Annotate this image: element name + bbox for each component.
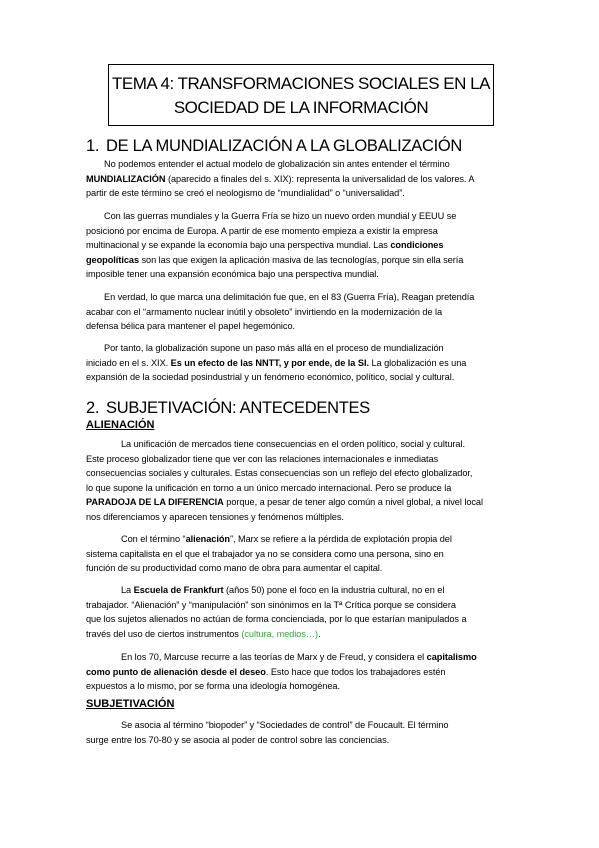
bold-text: Es un efecto de las NNTT, y por ende, de la SI. <box>170 357 369 368</box>
bold-text: capitalismo <box>426 652 477 662</box>
plain-text: La <box>121 585 134 595</box>
section-2-number: 2. <box>86 399 100 417</box>
text-line <box>121 533 452 545</box>
highlight-text: (cultura, medios…) <box>241 628 319 639</box>
title-line-1: TEMA 4: TRANSFORMACIONES SOCIALES EN LA <box>112 74 490 93</box>
plain-text: través del uso de ciertos instrumentos <box>86 628 242 639</box>
plain-text: son las que exigen la aplicación masiva de las tecnologías, porque sin ella sería <box>139 254 464 265</box>
section-1-title: DE LA MUNDIALIZACIÓN A LA GLOBALIZACIÓN <box>106 137 462 155</box>
text-line <box>86 173 475 185</box>
text-line <box>86 254 463 266</box>
text-line <box>86 628 321 640</box>
text-line: defensa bélica para mantener el papel hegemónico. <box>86 321 296 331</box>
section-1-heading <box>86 136 462 156</box>
section-2-title: SUBJETIVACIÓN: ANTECEDENTES <box>106 399 370 417</box>
section-1-number: 1. <box>86 137 100 155</box>
text-line: lo que supone la unificación en torno a un único mercado internacional. Pero se produce la <box>86 482 452 493</box>
text-line: Con las guerras mundiales y la Guerra Fría se hizo un nuevo orden mundial y EEUU se <box>104 211 457 221</box>
text-line: nos diferenciamos y aparecen tensiones y fenómenos múltiples. <box>86 511 344 522</box>
plain-text: En los 70, Marcuse recurre a las teorías de Marx y de Freud, y considera el <box>121 652 427 662</box>
plain-text: La globalización es una <box>368 357 467 368</box>
bold-text: alienación <box>185 534 230 544</box>
plain-text: . Esto hace que todos los trabajadores estén <box>265 666 446 677</box>
plain-text: iniciado en el s. XIX. <box>86 357 171 368</box>
text-line: sistema capitalista en el que el trabajador ya no se considera como una persona, sino en <box>86 548 444 559</box>
bold-text: Escuela de Frankfurt <box>133 585 224 595</box>
text-line: acabar con el “armamento nuclear inútil y obsoleto” invirtiendo en la modernización de la <box>86 306 443 317</box>
text-line: Este proceso globalizador tiene que ver con las relaciones internacionales e inmediatas <box>86 453 439 464</box>
text-line: No podemos entender el actual modelo de globalización sin antes entender el término <box>104 159 450 169</box>
text-line: En verdad, lo que marca una delimitación fue que, en el 83 (Guerra Fría), Reagan pretendía <box>104 292 475 302</box>
text-line <box>86 666 445 678</box>
text-line: consecuencias sociales y culturales. Estas consecuencias son un reflejo del efecto globalizador, <box>86 468 473 478</box>
plain-text: (años 50) pone el foco en la industria cultural, no en el <box>223 585 445 595</box>
plain-text: . <box>318 628 321 639</box>
text-line <box>121 651 477 663</box>
text-line: expuestos a lo mismo, por se forma una ideología homogénea. <box>86 681 340 691</box>
text-line: La unificación de mercados tiene consecuencias en el orden político, social y cultural. <box>121 439 465 449</box>
plain-text: porque, a pesar de tener algo común a nivel global, a nivel local <box>223 497 483 507</box>
bold-text: PARADOJA DE LA DIFERENCIA <box>86 497 224 507</box>
plain-text: ”, Marx se refiere a la pérdida de explotación propia del <box>230 534 452 544</box>
text-line: imposible tener una expansión económica bajo una perspectiva mundial. <box>86 269 379 279</box>
plain-text: (aparecido a finales del s. XIX): representa la universalidad de los valores. A <box>165 173 475 184</box>
text-line: surge entre los 70-80 y se asocia al poder de control sobre las conciencias. <box>86 734 390 745</box>
bold-text: MUNDIALIZACIÓN <box>86 173 166 184</box>
bold-text: como punto de alienación desde el deseo <box>86 666 266 677</box>
subheading-alienacion: ALIENACIÓN <box>86 419 155 431</box>
text-line: partir de este término se creó el neologismo de “mundialidad” o “universalidad”. <box>86 188 405 198</box>
plain-text: multinacional y se expande la economía bajo una perspectiva mundial. Las <box>86 240 391 250</box>
text-line: expansión de la sociedad posindustrial y un fenómeno económico, político, social y cultural. <box>86 372 455 382</box>
text-line <box>86 357 466 369</box>
bold-text: geopolíticas <box>86 254 140 265</box>
text-line <box>86 239 443 251</box>
subheading-subjetivacion: SUBJETIVACIÓN <box>86 698 175 710</box>
title-box <box>108 64 494 126</box>
text-line: Por tanto, la globalización supone un paso más allá en el proceso de mundialización <box>104 343 444 353</box>
section-2-heading <box>86 398 370 418</box>
text-line: que los sujetos alienados no actúan de forma concienciada, por lo que estarían manipulados a <box>86 614 467 624</box>
text-line <box>86 496 483 508</box>
text-line: posicionó por encima de Europa. A partir de ese momento empieza a existir la empresa <box>86 225 438 236</box>
bold-text: condiciones <box>390 240 444 250</box>
plain-text: Con el término “ <box>121 534 186 544</box>
text-line: función de su productividad como mano de obra para aumentar el capital. <box>86 563 383 573</box>
text-line: trabajador. “Alienación” y “manipulación” son sinónimos en la Tª Crítica porque se considera <box>86 599 456 610</box>
text-line <box>121 584 444 596</box>
title-line-2: SOCIEDAD DE LA INFORMACIÓN <box>173 98 429 117</box>
text-line: Se asocia al término “biopoder” y “Sociedades de control” de Foucault. El término <box>121 720 449 730</box>
